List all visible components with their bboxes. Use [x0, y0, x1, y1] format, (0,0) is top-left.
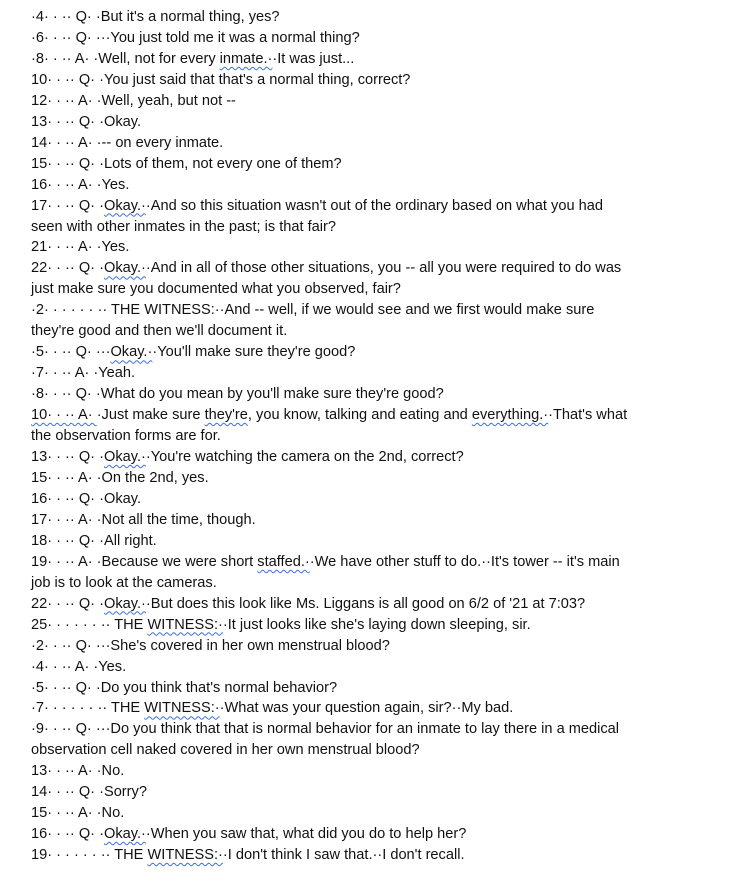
transcript-line [31, 719, 741, 740]
line-text: ·8· · ·· A· ·Well, not for every [31, 50, 220, 67]
line-text: 19· · ·· A· ·Because we were short [31, 553, 258, 570]
transcript-line [31, 217, 741, 238]
transcript-line [31, 824, 741, 845]
line-text: 10· · ·· Q· ·You just said that that's a normal thing, correct? [31, 71, 411, 88]
underlined-text: WITNESS:· [144, 700, 220, 717]
transcript-line [31, 7, 741, 28]
line-text: ·2· · ·· Q· ···She's covered in her own menstrual blood? [31, 637, 390, 654]
line-text: they're good and then we'll document it. [31, 323, 288, 340]
transcript-line [31, 657, 741, 678]
line-text: 22· · ·· Q· · [31, 595, 104, 612]
line-text: 16· · ·· A· ·Yes. [31, 176, 130, 193]
line-text: 13· · ·· A· ·No. [31, 763, 125, 780]
underlined-text: 10· · ·· A· [31, 407, 97, 424]
transcript-line [31, 740, 741, 761]
underlined-text: Okay.· [103, 595, 146, 612]
transcript-line [31, 468, 741, 489]
line-text: ·And -- well, if we would see and we first would make sure [219, 302, 595, 319]
underlined-text: Okay.· [103, 260, 146, 277]
line-text: ·7· · · · · · ·· THE [31, 700, 145, 717]
line-text: observation cell naked covered in her own menstrual blood? [31, 742, 420, 759]
transcript-line [31, 698, 741, 719]
line-text: , you know, talking and eating and [247, 407, 472, 424]
line-text: ·When you saw that, what did you do to help her? [145, 826, 467, 843]
line-text: ·We have other stuff to do.··It's tower -- it's main [309, 553, 620, 570]
underlined-text: inmate.· [219, 50, 273, 67]
line-text: ·It just looks like she's laying down sleeping, sir. [222, 616, 531, 633]
line-text: ·But does this look like Ms. Liggans is all good on 6/2 of '21 at 7:03? [145, 595, 586, 612]
transcript-line [31, 678, 741, 699]
transcript-line [31, 782, 741, 803]
line-text: ·It was just... [272, 50, 355, 67]
transcript-line [31, 531, 741, 552]
line-text: 17· · ·· A· ·Not all the time, though. [31, 511, 256, 528]
underlined-text: they're [204, 407, 248, 424]
transcript-line [31, 91, 741, 112]
line-text: just make sure you documented what you observed, fair? [31, 281, 401, 298]
underlined-text: Okay.· [103, 197, 146, 214]
line-text: ·I don't think I saw that.··I don't recall. [222, 847, 465, 864]
transcript-line [31, 70, 741, 91]
line-text: ·2· · · · · · ·· THE WITNESS:· [31, 302, 220, 319]
line-text: 18· · ·· Q· ·All right. [31, 532, 157, 549]
underlined-text: WITNESS:· [147, 616, 223, 633]
line-text: ·6· · ·· Q· ···You just told me it was a normal thing? [31, 29, 360, 46]
transcript-line [31, 154, 741, 175]
line-text: 15· · ·· A· ·No. [31, 805, 125, 822]
line-text: seen with other inmates in the past; is that fair? [31, 218, 337, 235]
line-text: ·And in all of those other situations, you -- all you were required to do was [145, 260, 622, 277]
line-text: the observation forms are for. [31, 428, 221, 445]
transcript-line [31, 175, 741, 196]
line-text: ·And so this situation wasn't out of the ordinary based on what you had [145, 197, 603, 214]
transcript-line [31, 300, 741, 321]
line-text: 16· · ·· Q· ·Okay. [31, 490, 141, 507]
transcript-line [31, 761, 741, 782]
line-text: ·Just make sure [96, 407, 205, 424]
transcript-line [31, 615, 741, 636]
underlined-text: staffed.· [257, 553, 310, 570]
transcript-line [31, 258, 741, 279]
transcript-line [31, 28, 741, 49]
transcript-line [31, 196, 741, 217]
transcript-line [31, 49, 741, 70]
line-text: 13· · ·· Q· · [31, 449, 104, 466]
transcript-line [31, 594, 741, 615]
line-text: ·5· · ·· Q· ··· [31, 344, 111, 361]
transcript-line [31, 321, 741, 342]
line-text: job is to look at the cameras. [31, 574, 217, 591]
transcript-line [31, 112, 741, 133]
line-text: 12· · ·· A· ·Well, yeah, but not -- [31, 92, 236, 109]
line-text: 15· · ·· A· ·On the 2nd, yes. [31, 469, 209, 486]
underlined-text: Okay.· [103, 826, 146, 843]
transcript-line [31, 363, 741, 384]
transcript-line [31, 573, 741, 594]
line-text: ·9· · ·· Q· ···Do you think that that is normal behavior for an inmate to lay there in a medical [31, 721, 620, 738]
line-text: ·That's what [548, 407, 628, 424]
line-text: 21· · ·· A· ·Yes. [31, 239, 130, 256]
transcript-line [31, 384, 741, 405]
underlined-text: Okay.· [103, 449, 146, 466]
line-text: ·8· · ·· Q· ·What do you mean by you'll make sure they're good? [31, 386, 444, 403]
line-text: ·What was your question again, sir?··My bad. [219, 700, 514, 717]
line-text: ·You'll make sure they're good? [152, 344, 356, 361]
line-text: ·You're watching the camera on the 2nd, correct? [145, 449, 464, 466]
underlined-text: Okay.· [110, 344, 153, 361]
line-text: ·4· · ·· A· ·Yes. [31, 658, 127, 675]
line-text: 25· · · · · · ·· THE [31, 616, 148, 633]
transcript-line [31, 552, 741, 573]
transcript-line [31, 803, 741, 824]
line-text: ·5· · ·· Q· ·Do you think that's normal behavior? [31, 679, 338, 696]
transcript-line [31, 133, 741, 154]
line-text: 16· · ·· Q· · [31, 826, 104, 843]
transcript-line [31, 510, 741, 531]
line-text: 22· · ·· Q· · [31, 260, 104, 277]
line-text: 14· · ·· A· ·-- on every inmate. [31, 134, 224, 151]
line-text: 15· · ·· Q· ·Lots of them, not every one of them? [31, 155, 342, 172]
transcript-line [31, 636, 741, 657]
transcript-line [31, 279, 741, 300]
transcript-line [31, 342, 741, 363]
line-text: 13· · ·· Q· ·Okay. [31, 113, 141, 130]
transcript-line [31, 405, 741, 426]
transcript-line [31, 237, 741, 258]
transcript-line [31, 845, 741, 866]
line-text: 19· · · · · · ·· THE [31, 847, 148, 864]
transcript-line [31, 489, 741, 510]
transcript-line [31, 426, 741, 447]
line-text: ·4· · ·· Q· ·But it's a normal thing, yes? [31, 9, 280, 25]
transcript-line [31, 447, 741, 468]
line-text: 17· · ·· Q· · [31, 197, 104, 214]
line-text: ·7· · ·· A· ·Yeah. [31, 365, 136, 382]
underlined-text: everything.· [471, 407, 549, 424]
line-text: 14· · ·· Q· ·Sorry? [31, 784, 147, 801]
underlined-text: WITNESS:· [147, 847, 223, 864]
